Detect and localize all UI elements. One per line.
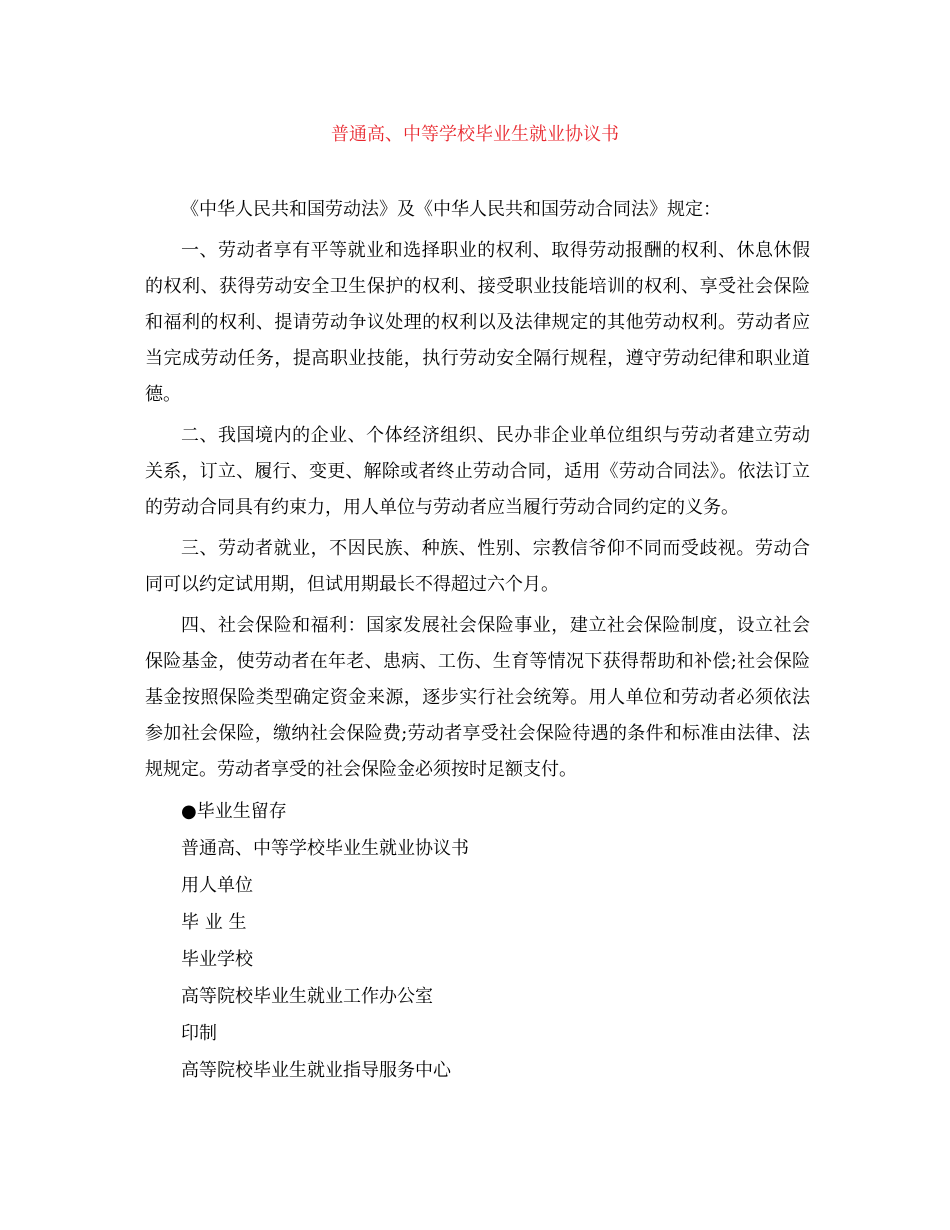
document-title: 普通高、中等学校毕业生就业协议书 — [331, 124, 619, 145]
clause-paragraph-1: 一、劳动者享有平等就业和选择职业的权利、取得劳动报酬的权利、休息休假的权利、获得劳动安全卫生保护的权利、接受职业技能培训的权利、享受社会保险和福利的权利、提请劳动争议处理的权利以及法律规定的其他劳动权利。劳动者应当完成劳动任务，提高职业技能，执行劳动安全隔行规程，遵守劳动纪律和职业道德。 — [145, 240, 810, 405]
cover-title: 普通高、中等学校毕业生就业协议书 — [181, 838, 469, 859]
clause-paragraph-2: 二、我国境内的企业、个体经济组织、民办非企业单位组织与劳动者建立劳动关系，订立、履行、变更、解除或者终止劳动合同，适用《劳动合同法》。依法订立的劳动合同具有约束力，用人单位与劳动者应当履行劳动合同约定的义务。 — [145, 425, 810, 518]
service-center: 高等院校毕业生就业指导服务中心 — [181, 1060, 451, 1081]
copy-label: ●毕业生留存 — [181, 801, 287, 822]
school-label: 毕业学校 — [181, 949, 253, 970]
clause-paragraph-4: 四、社会保险和福利：国家发展社会保险事业，建立社会保险制度，设立社会保险基金，使劳动者在年老、患病、工伤、生育等情况下获得帮助和补偿;社会保险基金按照保险类型确定资金来源，逐步实行社会统筹。用人单位和劳动者必须依法参加社会保险，缴纳社会保险费;劳动者享受社会保险待遇的条件和标准由法律、法规规定。劳动者享受的社会保险金必须按时足额支付。 — [145, 615, 810, 780]
employer-label: 用人单位 — [181, 875, 253, 896]
issuing-office: 高等院校毕业生就业工作办公室 — [181, 986, 433, 1007]
printed-label: 印制 — [181, 1023, 217, 1044]
document-body — [145, 192, 810, 1089]
intro-paragraph: 《中华人民共和国劳动法》及《中华人民共和国劳动合同法》规定： — [181, 199, 721, 220]
clause-paragraph-3: 三、劳动者就业，不因民族、种族、性别、宗教信爷仰不同而受歧视。劳动合同可以约定试用期，但试用期最长不得超过六个月。 — [145, 538, 810, 595]
graduate-label: 毕 业 生 — [181, 912, 247, 933]
